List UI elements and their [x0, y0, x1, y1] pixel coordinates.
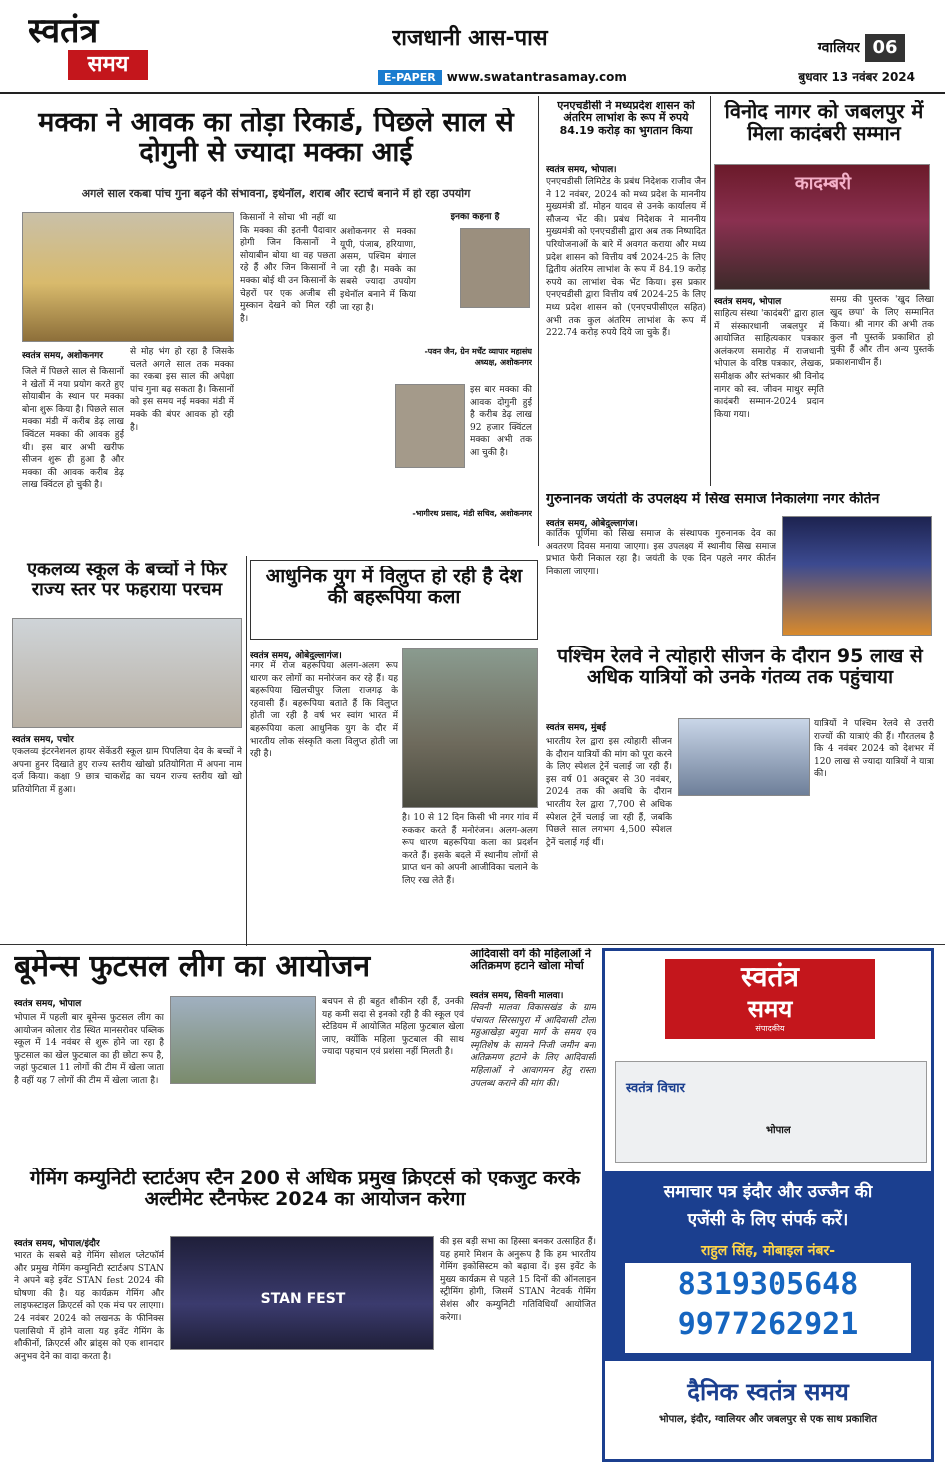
- maize-headline: मक्का ने आवक का तोड़ा रिकार्ड, पिछले साल से दोगुनी से ज्यादा मक्का आई: [38, 108, 514, 169]
- maize-byline: स्वतंत्र समय, अशोकनगर: [22, 351, 103, 361]
- nhdc-text: एनएचडीसी लिमिटेड के प्रबंध निदेशक राजीव जैन ने 12 नवंबर, 2024 को मध्य प्रदेश के माननीय मुख्यमंत्री डॉ. मोहन यादव से उनके कार्यालय में सौजन्य भेंट की। प्रबंध निदेशक ने माननीय मुख्यमंत्री को एनएचडीसी द्वारा अब तक निष्पादित परियोजनाओं के बारे में अवगत कराया और मध्य प्रदेश शासन को वित्तीय वर्ष 2024-25 के लिए द्वितीय अंतरिम लाभांश के रूप में 84.19 करोड़ रुपये का लाभांश चेक भेंट किया। इस प्रकार एनएचडीसी द्वारा वित्तीय वर्ष 2024-25 के लिए मध्य प्रदेश शासन को (एनएचपीसीएल सहित) अभी तक कुल अंतरिम लाभांश के रूप में 222.74 करोड़ रुपये दिये जा चुके हैं।: [546, 177, 706, 339]
- rule-col1: [538, 96, 539, 546]
- tribal-byline: स्वतंत्र समय, सिवनी मालवा।: [470, 991, 564, 1000]
- nhdc-byline: स्वतंत्र समय, भोपाल।: [546, 165, 617, 174]
- vinod-text-col2: समग्र की पुस्तक 'खुद लिखा खुद छपा' के लिए सम्मानित किया। श्री नागर की अभी तक कुल नौ पुस्तकें प्रकाशित हो चुकी हैं और तीन अन्य पुस्तकें प्रकाशनाधीन हैं।: [830, 295, 934, 368]
- ad-phone1[interactable]: 8319305648: [677, 1267, 859, 1302]
- maize-subhead: अगले साल रकबा पांच गुना बढ़ने की संभावना, इथेनॉल, शराब और स्टार्च बनाने में हो रहा उपयोग: [81, 188, 471, 200]
- maize-text-col3: किसानों ने सोचा भी नहीं था कि मक्का की इतनी पैदावार होगी जिन किसानों ने सोयाबीन बोया था वह पछता रहे हैं और जिन किसानों ने मक्का बोई थी उन किसानों के चेहरों पर एक अजीब सी मुस्कान देखने को मिल रही है।: [240, 213, 336, 324]
- stan-headline: गेमिंग कम्युनिटी स्टार्टअप स्टैन 200 से अधिक प्रमुख क्रिएटर्स को एकजुट करके अल्टीमेट स्टैनफेस्ट 2024 का आयोजन करेगा: [29, 1168, 581, 1211]
- nhdc-headline: एनएचडीसी ने मध्यप्रदेश शासन को अंतरिम लाभांश के रूप में रुपये 84.19 करोड़ का भुगतान किया: [557, 100, 695, 137]
- stan-text: भारत के सबसे बड़े गेमिंग सोशल प्लेटफॉर्म और प्रमुख गेमिंग कम्युनिटी स्टार्टअप STAN ने अपने बड़े इवेंट STAN fest 2024 की घोषणा की है। यह कार्यक्रम गेमिंग और लाइफस्टाइल क्रिएटर्स को एक मंच पर लाएगा। 24 नवंबर 2024 को लखनऊ के फीनिक्स पलासियो में होने वाला यह इवेंट गेमिंग के शौकीनों, क्रिएटर्स और ब्रांड्स को एक शानदार अनुभव देने का वादा करता है।: [14, 1251, 164, 1362]
- maize-quote2-text: इस बार मक्का की आवक दोगुनी हुई है करीब डेढ़ लाख 92 हजार क्विंटल मक्का अभी तक आ चुकी है।: [470, 385, 532, 458]
- vinod-photo: [714, 164, 930, 290]
- bahurupiya-text: नगर में रोज बहरूपिया अलग-अलग रूप धारण कर लोगों का मनोरंजन कर रहे हैं। यह बहरूपिया खिलचीपुर जिला राजगढ़ के रहवासी हैं। बहरूपिया बताते हैं कि विलुप्त होती जा रही है वर्ष भर स्वांग भारत में बहरूपिया कला आधुनिक युग के दौर में भारतीय लोक संस्कृति कला विलुप्त होती जा रही है।: [250, 661, 398, 760]
- vinod-byline: स्वतंत्र समय, भोपाल: [714, 297, 782, 306]
- eklavya-headline: एकलव्य स्कूल के बच्चों ने फिर राज्य स्तर पर फहराया परचम: [27, 560, 227, 601]
- gurunanak-photo: [782, 516, 932, 636]
- gurunanak-text: कार्तिक पूर्णिमा को सिख समाज के संस्थापक गुरुनानक देव का अवतरण दिवस मनाया जाएगा। इस उपलक्ष्य में स्थानीय सिख समाज प्रभात फेरी निकाल रहा है। जयंती के एक दिन पहले नगर कीर्तन निकाला जाएगा।: [546, 529, 776, 577]
- masthead-logo-top: स्वतंत्र: [28, 11, 99, 50]
- agency-ad[interactable]: [602, 948, 934, 1462]
- vinod-text-col1: साहित्य संस्था 'कादंबरी' द्वारा हाल में संस्कारधानी जबलपुर में आयोजित साहित्यकार पत्रकार अलंकरण समारोह में राजधानी भोपाल के वरिष्ठ पत्रकार, लेखक, समीक्षक और स्तंभकार श्री विनोद नागर को स्व. जीवन माथुर स्मृति कादंबरी सम्मान-2024 प्रदान किया गया।: [714, 309, 824, 420]
- ad-paper-image: [615, 1061, 927, 1163]
- ad-line1: समाचार पत्र इंदौर और उज्जैन की: [663, 1182, 873, 1202]
- ad-footer-sub: भोपाल, इंदौर, ग्वालियर और जबलपुर से एक साथ प्रकाशित: [659, 1414, 877, 1425]
- bahurupiya-headline: आधुनिक युग में विलुप्त हो रही है देश की बहरूपिया कला: [265, 566, 523, 609]
- maize-quote-label: इनका कहना है: [450, 212, 500, 222]
- railway-byline: स्वतंत्र समय, मुंबई: [546, 723, 606, 732]
- futsal-byline: स्वतंत्र समय, भोपाल: [14, 999, 82, 1008]
- rule-col2: [710, 96, 711, 486]
- futsal-text2: बचपन से ही बहुत शौकीन रही हैं, उनकी यह कमी सदा से इनको रही है की स्कूल एवं स्टेडियम में आयोजित महिला फुटबाल खेला जाए, क्योंकि महिला फुटबाल की साथ ज्यादा पहचान एवं प्रशंसा नहीं मिलती है।: [322, 997, 464, 1058]
- ad-paper-label2: भोपाल: [766, 1125, 791, 1136]
- stan-text2: की इस बड़ी सभा का हिस्सा बनकर उत्साहित हैं। यह हमारे मिशन के अनुरूप है कि हम भारतीय गेमिंग इकोसिस्टम को बढ़ावा दें। इस इवेंट के मुख्य कार्यक्रम से पहले 15 दिनों की ऑनलाइन स्ट्रीमिंग होगी, जिसमें STAN नेटवर्क गेमिंग सेशंस और कम्युनिटी गतिविधियाँ आयोजित करेगा।: [440, 1237, 596, 1323]
- ad-logo-top: स्वतंत्र: [741, 960, 799, 993]
- maize-photo: [22, 212, 234, 342]
- eklavya-byline: स्वतंत्र समय, पचोर: [12, 735, 74, 744]
- railway-text: भारतीय रेल द्वारा इस त्योहारी सीजन के दौरान यात्रियों की मांग को पूरा करने के लिए स्पेशल ट्रेनें चलाई जा रही हैं। इस वर्ष 01 अक्टूबर से 30 नवंबर, 2024 तक की अवधि के दौरान भारतीय रेल द्वारा 7,700 से अधिक स्पेशल ट्रेनें चलाई जा रही हैं, जबकि पिछले साल लगभग 4,500 स्पेशल ट्रेनें चलाई गई थीं।: [546, 737, 672, 848]
- futsal-headline: बूमेन्स फुटसल लीग का आयोजन: [14, 950, 371, 984]
- vinod-photo-banner: कादम्बरी: [794, 173, 852, 194]
- tribal-text: सिवनी मालवा विकासखंड के ग्राम पंचायत सिरसापुरा में आदिवासी टोला महुआखेड़ा बगुवा मार्ग के समय एवं स्मृतिशेष के सामने निजी जमीन बना अतिक्रमण हटाने के लिए आदिवासी महिलाओं ने आवागमन हेतु रास्ता उपलब्ध कराने की मांग की।: [470, 1003, 596, 1089]
- eklavya-text: एकलव्य इंटरनेशनल हायर सेकेंडरी स्कूल ग्राम पिपलिया देव के बच्चों ने अपना हुनर दिखाते हुए राज्य स्तरीय खोखो प्रतियोगिता में अपना नाम दर्ज किया। कक्षा 9 छात्र चाकशेंद्र का चयन राज्य स्तरीय खो खो प्रतियोगिता में हुआ।: [12, 747, 242, 795]
- maize-text-col1: जिले में पिछले साल से किसानों ने खेतों में नया प्रयोग करते हुए सोयाबीन के स्थान पर मक्का बोना शुरू किया है। पिछले साल मक्का मंडी में करीब डेढ़ लाख क्विंटल मक्का की आवक हुई थी। इस बार अभी खरीफ सीजन शुरू ही हुआ है और मक्का की आवक करीब डेढ़ लाख क्विंटल हो चुकी है।: [22, 367, 124, 491]
- site-url[interactable]: www.swatantrasamay.com: [446, 70, 627, 84]
- rule-mid: [0, 944, 945, 945]
- bahurupiya-byline: स्वतंत्र समय, ओबेदुल्लागंज।: [250, 651, 342, 660]
- futsal-photo: [170, 996, 316, 1084]
- eklavya-photo: [12, 618, 242, 728]
- maize-quote1-photo: [460, 228, 530, 308]
- railway-headline: पश्चिम रेलवे ने त्योहारी सीजन के दौरान 95 लाख से अधिक यात्रियों को उनके गंतव्य तक पहुंचाया: [557, 646, 923, 689]
- maize-quote1-attr: -पवन जैन, ग्रेन मर्चेंट व्यापार महासंघ अध्यक्ष, अशोकनगर: [424, 347, 532, 367]
- ad-footer-title: दैनिक स्वतंत्र समय: [687, 1378, 849, 1406]
- ad-paper-label1: स्वतंत्र विचार: [626, 1081, 685, 1096]
- bahurupiya-photo: [402, 648, 538, 808]
- gurunanak-byline: स्वतंत्र समय, ओबेदुल्लागंज।: [546, 519, 638, 528]
- ad-contact: राहुल सिंह, मोबाइल नंबर-: [700, 1243, 836, 1259]
- gurunanak-headline: गुरुनानक जयंती के उपलक्ष्य में सिख समाज निकालेगा नगर कीर्तन: [546, 492, 880, 507]
- ad-logo-box: [665, 959, 875, 1039]
- maize-text-col2: से मोह भंग हो रहा है जिसके चलते अगले साल तक मक्का का रकबा इस साल की अपेक्षा पांच गुना बढ़ सकता है। किसानों को इस समय नई मक्का मंडी में मक्के की बंपर आवक हो रही है।: [130, 347, 234, 433]
- city-name: ग्वालियर: [817, 40, 860, 56]
- vinod-headline: विनोद नागर को जबलपुर में मिला कादंबरी सम्मान: [724, 100, 924, 146]
- ad-logo-bottom: समय: [747, 995, 793, 1023]
- ad-logo-tag: संपादकीय: [755, 1024, 785, 1033]
- masthead-rule: [0, 92, 945, 94]
- section-title: राजधानी आस-पास: [392, 26, 548, 51]
- stan-photo: [170, 1236, 434, 1350]
- epaper-label: E-PAPER: [378, 70, 442, 85]
- futsal-text: भोपाल में पहली बार बूमेन्स फुटसल लीग का आयोजन कोलार रोड स्थित मानसरोवर पब्लिक स्कूल में 14 नवंबर से शुरू होने जा रहा है फुटसाल का खेल फुटबाल का ही छोटा रूप है, जहां फुटबाल 11 लोगों की टीम में खेला जाता है वहीं यह 7 लोगों की टीम में खेला जाता है।: [14, 1013, 164, 1086]
- maize-text-col4b: अशोकनगर से मक्का यूपी, पंजाब, हरियाणा, असम, पश्चिम बंगाल जा रही है। मक्के का सबसे ज्यादा उपयोग इथेनॉल बनाने में किया जा रहा है।: [340, 227, 416, 313]
- railway-photo: [678, 718, 810, 796]
- maize-quote2-photo: [395, 384, 465, 468]
- masthead-logo-bottom: समय: [68, 50, 148, 80]
- page-number: 06: [865, 34, 905, 62]
- stan-byline: स्वतंत्र समय, भोपाल/इंदौर: [14, 1239, 100, 1248]
- rule-eklavya: [246, 556, 247, 946]
- maize-quote2-attr: -भागीरथ प्रसाद, मंडी सचिव, अशोकनगर: [412, 509, 532, 518]
- railway-text2: यात्रियों ने पश्चिम रेलवे से उत्तरी राज्यों की यात्राएं की हैं। गौरतलब है कि 4 नवंबर 2024 को देशभर में 120 लाख से ज्यादा यात्रियों ने यात्रा की।: [814, 719, 934, 780]
- bahurupiya-text2: है। 10 से 12 दिन किसी भी नगर गांव में रुककर करते हैं मनोरंजन। अलग-अलग रूप धारण बहरूपिया कला का प्रदर्शन करते हैं। इसके बदले में स्थानीय लोगों से प्राप्त धन को अपनी आजीविका चलाने के लिए रख लेते हैं।: [402, 813, 538, 886]
- ad-line2: एजेंसी के लिए संपर्क करें।: [687, 1210, 849, 1230]
- issue-date: बुधवार 13 नवंबर 2024: [798, 70, 915, 84]
- epaper-strip: [378, 66, 658, 86]
- ad-phone2[interactable]: 9977262921: [677, 1307, 859, 1342]
- stan-photo-label: STAN FEST: [260, 1291, 346, 1307]
- tribal-headline: आदिवासी वर्ग की महिलाओं ने अतिक्रमण हटाने खोला मोर्चा: [470, 948, 592, 973]
